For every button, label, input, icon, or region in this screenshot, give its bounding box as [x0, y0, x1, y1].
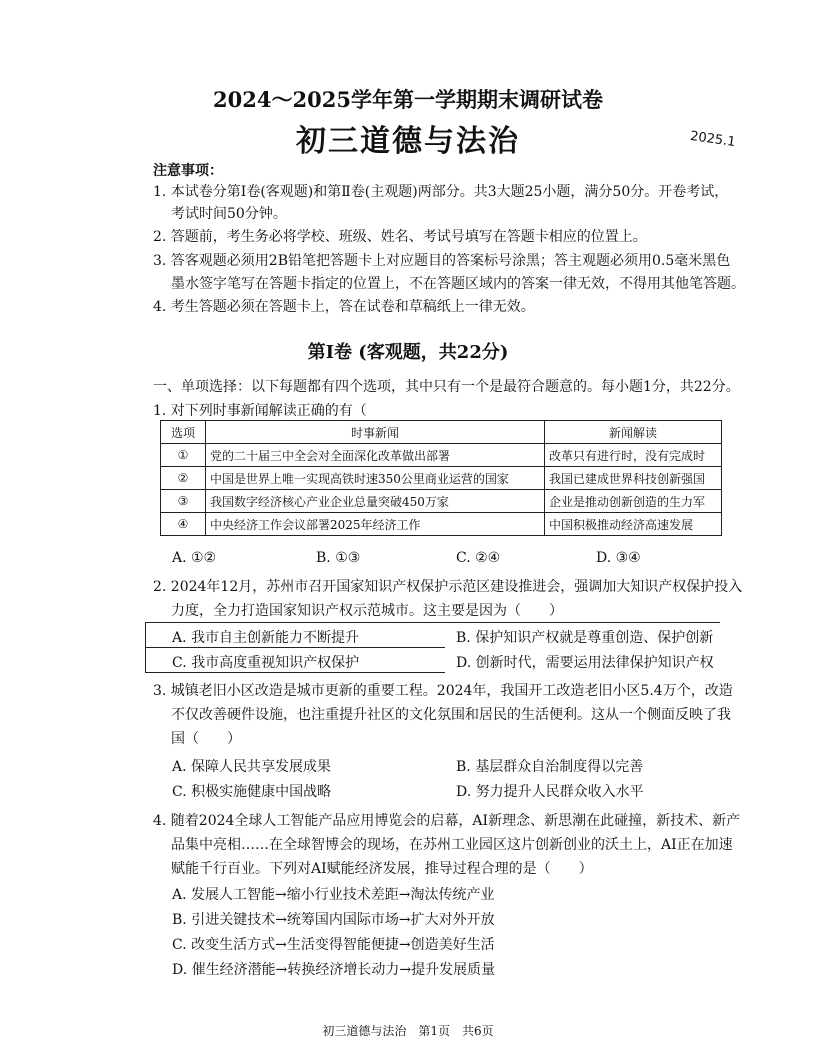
table-header-row	[161, 421, 722, 444]
reading-cell: 改革只有进行时，没有完成时	[545, 444, 722, 467]
section-instruction: 一、单项选择：以下每题都有四个选项，其中只有一个是最符合题意的。每小题1分，共22分。	[153, 379, 740, 395]
question-3-stem: 3. 城镇老旧小区改造是城市更新的重要工程。2024年，我国开工改造老旧小区5.4万个，改造	[153, 683, 733, 699]
option-cell: ②	[161, 467, 206, 490]
news-cell: 中央经济工作会议部署2025年经济工作	[206, 513, 545, 536]
q1-option-d[interactable]: D. ③④	[596, 550, 641, 566]
note-line: 3. 答客观题必须用2B铅笔把答题卡上对应题目的答案标号涂黑；答主观题必须用0.5毫米黑色	[153, 253, 731, 269]
q4-option-c[interactable]: C. 改变生活方式→生活变得智能便捷→创造美好生活	[172, 937, 495, 953]
note-line: 2. 答题前，考生务必将学校、班级、姓名、考试号填写在答题卡相应的位置上。	[153, 229, 647, 245]
option-cell: ①	[161, 444, 206, 467]
reading-cell: 我国已建成世界科技创新强国	[545, 467, 722, 490]
q1-option-b[interactable]: B. ①③	[316, 550, 361, 566]
table-row	[161, 513, 722, 536]
news-cell: 党的二十届三中全会对全面深化改革做出部署	[206, 444, 545, 467]
reading-cell: 中国积极推动经济高速发展	[545, 513, 722, 536]
q3-option-d[interactable]: D. 努力提升人民群众收入水平	[456, 784, 644, 800]
question-4-stem-cont: 品集中亮相……在全球智博会的现场，在苏州工业园区这片创新创业的沃土上，AI正在加速	[171, 837, 733, 853]
exam-title: 2024～2025学年第一学期期末调研试卷	[213, 87, 603, 112]
q2-option-a[interactable]: A. 我市自主创新能力不断提升	[172, 630, 360, 646]
note-line: 4. 考生答题必须在答题卡上，答在试卷和草稿纸上一律无效。	[153, 299, 535, 315]
note-line: 考试时间50分钟。	[171, 206, 287, 222]
question-2-stem: 2. 2024年12月，苏州市召开国家知识产权保护示范区建设推进会，强调加大知识产权保护投入	[153, 579, 743, 595]
q3-option-a[interactable]: A. 保障人民共享发展成果	[172, 759, 332, 775]
q4-option-a[interactable]: A. 发展人工智能→缩小行业技术差距→淘汰传统产业	[172, 887, 495, 903]
news-cell: 我国数字经济核心产业企业总量突破450万家	[206, 490, 545, 513]
q2-option-d[interactable]: D. 创新时代，需要运用法律保护知识产权	[456, 655, 714, 671]
q4-option-d[interactable]: D. 催生经济潜能→转换经济增长动力→提升发展质量	[172, 962, 496, 978]
q1-option-c[interactable]: C. ②④	[456, 550, 501, 566]
option-cell: ③	[161, 490, 206, 513]
handwritten-date: 2025.1	[689, 128, 737, 151]
pen-underline	[145, 647, 445, 648]
section-title: 第Ⅰ卷 (客观题，共22分)	[307, 342, 509, 363]
q2-option-c[interactable]: C. 我市高度重视知识产权保护	[172, 655, 360, 671]
q3-option-c[interactable]: C. 积极实施健康中国战略	[172, 784, 332, 800]
q1-option-a[interactable]: A. ①②	[172, 550, 217, 566]
pen-underline	[145, 622, 720, 623]
note-line: 1. 本试卷分第Ⅰ卷(客观题)和第Ⅱ卷(主观题)两部分。共3大题25小题，满分50分。开卷考试，	[153, 184, 729, 200]
news-table	[160, 420, 722, 536]
question-1-stem: 1. 对下列时事新闻解读正确的有（	[153, 403, 367, 419]
q4-option-b[interactable]: B. 引进关键技术→统筹国内国际市场→扩大对外开放	[172, 912, 495, 928]
question-3-stem-cont: 不仅改善硬件设施，也注重提升社区的文化氛围和居民的生活便利。这从一个侧面反映了我	[171, 707, 731, 723]
question-3-stem-cont: 国（ ）	[171, 731, 241, 747]
question-2-stem-cont: 力度，全力打造国家知识产权示范城市。这主要是因为（ ）	[171, 603, 563, 619]
page-footer: 初三道德与法治 第1页 共6页	[322, 1024, 494, 1038]
col-header: 时事新闻	[206, 421, 545, 444]
table-row	[161, 490, 722, 513]
question-4-stem: 4. 随着2024全球人工智能产品应用博览会的启幕，AI新理念、新思潮在此碰撞，新技术、新产	[153, 813, 741, 829]
q3-option-b[interactable]: B. 基层群众自治制度得以完善	[456, 759, 644, 775]
option-cell: ④	[161, 513, 206, 536]
table-row	[161, 467, 722, 490]
pen-bracket	[145, 622, 146, 672]
reading-cell: 企业是推动创新创造的生力军	[545, 490, 722, 513]
question-4-stem-cont: 赋能千行百业。下列对AI赋能经济发展，推导过程合理的是（ ）	[171, 861, 593, 877]
table-row	[161, 444, 722, 467]
note-line: 墨水签字笔写在答题卡指定的位置上，不在答题区域内的答案一律无效，不得用其他笔答题。	[171, 276, 745, 292]
news-cell: 中国是世界上唯一实现高铁时速350公里商业运营的国家	[206, 467, 545, 490]
pen-underline	[145, 672, 445, 673]
subject-title: 初三道德与法治	[296, 124, 520, 159]
notes-heading: 注意事项：	[153, 163, 223, 179]
col-header: 选项	[161, 421, 206, 444]
col-header: 新闻解读	[545, 421, 722, 444]
q2-option-b[interactable]: B. 保护知识产权就是尊重创造、保护创新	[456, 630, 714, 646]
